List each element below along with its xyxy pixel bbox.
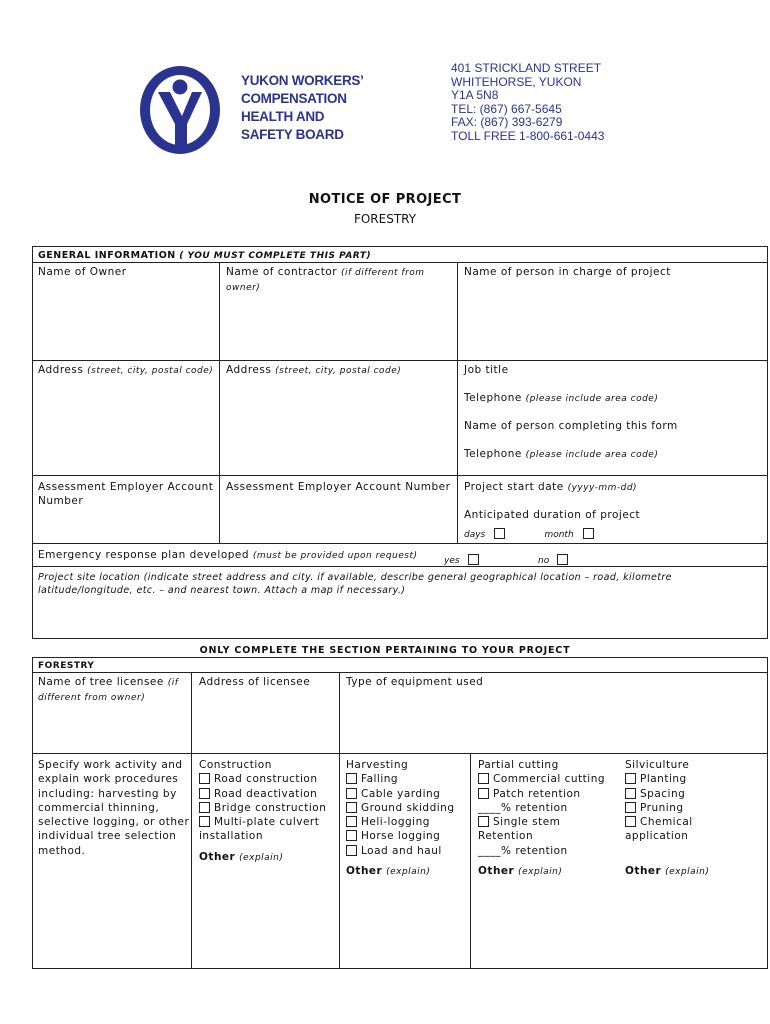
- start-date-field[interactable]: [464, 480, 637, 495]
- person-completing-label: Name of person completing this form: [464, 420, 678, 432]
- pruning-option[interactable]: [625, 801, 763, 815]
- yes-label: yes: [444, 556, 460, 566]
- patch-retention-option[interactable]: [478, 787, 620, 801]
- owner-address-field[interactable]: [38, 363, 214, 471]
- heli-logging-option[interactable]: [346, 815, 468, 829]
- other-label: Other: [478, 865, 515, 878]
- checkbox[interactable]: [199, 802, 210, 813]
- owner-address-note: (street, city, postal code): [87, 366, 214, 376]
- telephone-1-field[interactable]: [464, 391, 658, 406]
- silviculture-group: [625, 758, 763, 879]
- chemical-option[interactable]: [625, 815, 763, 829]
- option-label: Single stem: [493, 816, 561, 829]
- option-label: Heli-logging: [361, 816, 430, 829]
- option-label: Bridge construction: [214, 801, 327, 814]
- org-line: HEALTH AND: [241, 109, 325, 124]
- form-title: NOTICE OF PROJECT: [308, 192, 462, 207]
- other-note: (explain): [386, 867, 431, 878]
- org-address: [451, 62, 604, 143]
- start-date-note: (yyyy-mm-dd): [567, 483, 638, 493]
- multi-plate-culvert-option[interactable]: [199, 815, 335, 829]
- address-line: TEL: (867) 667-5645: [451, 101, 562, 116]
- telephone-1-note: (please include area code): [525, 394, 659, 404]
- contractor-name-note: (if different from owner): [226, 268, 425, 293]
- no-checkbox[interactable]: [557, 554, 568, 565]
- partial-cutting-group: [478, 758, 620, 879]
- checkbox[interactable]: [346, 830, 357, 841]
- checkbox[interactable]: [625, 788, 636, 799]
- start-date-label: Project start date: [464, 481, 564, 493]
- emergency-label: Emergency response plan developed: [38, 549, 250, 561]
- construction-group: [199, 758, 335, 865]
- contractor-account-field[interactable]: [226, 480, 450, 494]
- equipment-label: Type of equipment used: [346, 676, 484, 688]
- checkbox[interactable]: [625, 802, 636, 813]
- job-title-label: Job title: [464, 364, 509, 376]
- option-label: Commercial cutting: [493, 773, 606, 786]
- emergency-yes: [444, 548, 483, 567]
- silviculture-other[interactable]: [625, 864, 763, 879]
- person-in-charge-label: Name of person in charge of project: [464, 266, 671, 278]
- licensee-address-field[interactable]: [199, 675, 310, 689]
- road-deactivation-option[interactable]: [199, 787, 335, 801]
- other-label: Other: [199, 850, 236, 863]
- other-note: (explain): [665, 866, 710, 877]
- option-label: Pruning: [640, 801, 684, 814]
- telephone-1-label: Telephone: [464, 392, 522, 404]
- forestry-heading: FORESTRY: [38, 661, 95, 671]
- load-and-haul-option[interactable]: [346, 844, 468, 858]
- other-label: Other: [346, 865, 383, 878]
- harvesting-group: [346, 758, 468, 879]
- owner-name-field[interactable]: [38, 265, 214, 357]
- telephone-2-note: (please include area code): [525, 450, 659, 460]
- road-construction-option[interactable]: [199, 772, 335, 786]
- checkbox[interactable]: [346, 802, 357, 813]
- contractor-name-field[interactable]: [226, 265, 452, 357]
- emergency-plan-row: [38, 548, 418, 563]
- duration-options: [464, 522, 598, 541]
- days-label: days: [464, 530, 486, 540]
- month-label: month: [544, 530, 574, 540]
- month-checkbox[interactable]: [583, 528, 594, 539]
- person-completing-field[interactable]: [464, 419, 678, 433]
- checkbox[interactable]: [478, 788, 489, 799]
- planting-option[interactable]: [625, 772, 763, 786]
- single-stem-continuation: Retention: [478, 830, 534, 843]
- checkbox[interactable]: [625, 816, 636, 827]
- form-subtitle: FORESTRY: [353, 212, 417, 226]
- option-label: Falling: [361, 773, 399, 786]
- other-note: (explain): [518, 867, 563, 878]
- option-label: Load and haul: [361, 844, 442, 857]
- emergency-no: [538, 548, 572, 567]
- checkbox[interactable]: [625, 773, 636, 784]
- address-line: Y1A 5N8: [451, 88, 499, 102]
- general-heading-label: GENERAL INFORMATION: [38, 250, 176, 261]
- ground-skidding-option[interactable]: [346, 801, 468, 815]
- address-line: WHITEHORSE, YUKON: [451, 74, 582, 89]
- cable-yarding-option[interactable]: [346, 787, 468, 801]
- telephone-2-field[interactable]: [464, 447, 658, 462]
- contractor-address-label: Address: [226, 364, 272, 376]
- partial-cutting-other[interactable]: [478, 864, 620, 879]
- site-location-field[interactable]: Project site location (indicate street address and city. if available, describe general geographical location – road, kilometre latitude/longitude, etc. – and nearest town. Attach a map if necessary.): [38, 572, 672, 596]
- single-stem-retention-percent[interactable]: ____% retention: [478, 844, 568, 857]
- owner-account-field[interactable]: [38, 480, 216, 508]
- org-line: YUKON WORKERS’: [241, 73, 364, 88]
- org-name: [241, 72, 364, 144]
- emergency-note: (must be provided upon request): [252, 551, 418, 561]
- org-line: COMPENSATION: [241, 91, 347, 106]
- commercial-cutting-option[interactable]: [478, 772, 620, 786]
- partial-cutting-heading: Partial cutting: [478, 759, 559, 771]
- work-activity-label: Specify work activity and explain work procedures including: harvesting by commercial thinning, selective logging, or other individual tree selection method.: [38, 759, 190, 857]
- telephone-2-label: Telephone: [464, 448, 522, 460]
- duration-label: Anticipated duration of project: [464, 509, 641, 521]
- owner-address-label: Address: [38, 364, 84, 376]
- single-stem-option[interactable]: [478, 815, 620, 829]
- option-label: Chemical: [640, 816, 693, 829]
- wcb-logo: [138, 64, 222, 156]
- org-line: SAFETY BOARD: [241, 127, 344, 142]
- owner-name-label: Name of Owner: [38, 266, 127, 278]
- checkbox[interactable]: [346, 773, 357, 784]
- checkbox[interactable]: [478, 816, 489, 827]
- checkbox[interactable]: [199, 788, 210, 799]
- option-label: Road construction: [214, 773, 318, 786]
- checkbox[interactable]: [199, 816, 210, 827]
- equipment-field[interactable]: [346, 675, 483, 689]
- general-heading: [38, 249, 371, 263]
- general-heading-note: ( YOU MUST COMPLETE THIS PART): [179, 251, 372, 261]
- culvert-continuation: installation: [199, 830, 263, 843]
- bridge-construction-option[interactable]: [199, 801, 335, 815]
- yes-checkbox[interactable]: [468, 554, 479, 565]
- horse-logging-option[interactable]: [346, 829, 468, 843]
- option-label: Horse logging: [361, 830, 441, 843]
- option-label: Spacing: [640, 787, 686, 800]
- checkbox[interactable]: [199, 773, 210, 784]
- option-label: Planting: [640, 773, 687, 786]
- licensee-name-field[interactable]: [38, 675, 188, 705]
- contractor-account-label: Assessment Employer Account Number: [226, 481, 451, 493]
- construction-heading: Construction: [199, 759, 272, 771]
- harvesting-other[interactable]: [346, 864, 468, 879]
- option-label: Road deactivation: [214, 787, 318, 800]
- licensee-address-label: Address of licensee: [199, 676, 311, 688]
- address-line: 401 STRICKLAND STREET: [451, 61, 602, 75]
- address-line: FAX: (867) 393-6279: [451, 115, 563, 129]
- licensee-name-label: Name of tree licensee: [38, 676, 164, 688]
- construction-other[interactable]: [199, 850, 335, 865]
- contractor-name-label: Name of contractor: [226, 266, 338, 278]
- harvesting-heading: Harvesting: [346, 759, 409, 771]
- contractor-address-note: (street, city, postal code): [275, 366, 402, 376]
- silviculture-heading: Silviculture: [625, 759, 690, 771]
- spacing-option[interactable]: [625, 787, 763, 801]
- option-label: Patch retention: [493, 787, 581, 800]
- option-label: Cable yarding: [361, 787, 441, 800]
- other-label: Other: [625, 864, 662, 877]
- person-in-charge-field[interactable]: [464, 265, 764, 357]
- checkbox[interactable]: [346, 845, 357, 856]
- checkbox[interactable]: [346, 788, 357, 799]
- other-note: (explain): [239, 852, 284, 863]
- no-label: no: [538, 556, 550, 566]
- checkbox[interactable]: [478, 773, 489, 784]
- chemical-continuation: application: [625, 830, 689, 843]
- contractor-address-field[interactable]: [226, 363, 452, 471]
- days-checkbox[interactable]: [494, 528, 505, 539]
- address-line: TOLL FREE 1-800-661-0443: [451, 128, 605, 143]
- owner-account-label: Assessment Employer Account Number: [38, 481, 214, 507]
- job-title-field[interactable]: [464, 363, 509, 377]
- falling-option[interactable]: [346, 772, 468, 786]
- section-notice: ONLY COMPLETE THE SECTION PERTAINING TO YOUR PROJECT: [199, 645, 571, 656]
- patch-retention-percent[interactable]: ____% retention: [478, 801, 568, 814]
- checkbox[interactable]: [346, 816, 357, 827]
- option-label: Ground skidding: [361, 801, 455, 814]
- licensee-name-note: (if different from owner): [38, 678, 179, 703]
- option-label: Multi-plate culvert: [214, 816, 320, 829]
